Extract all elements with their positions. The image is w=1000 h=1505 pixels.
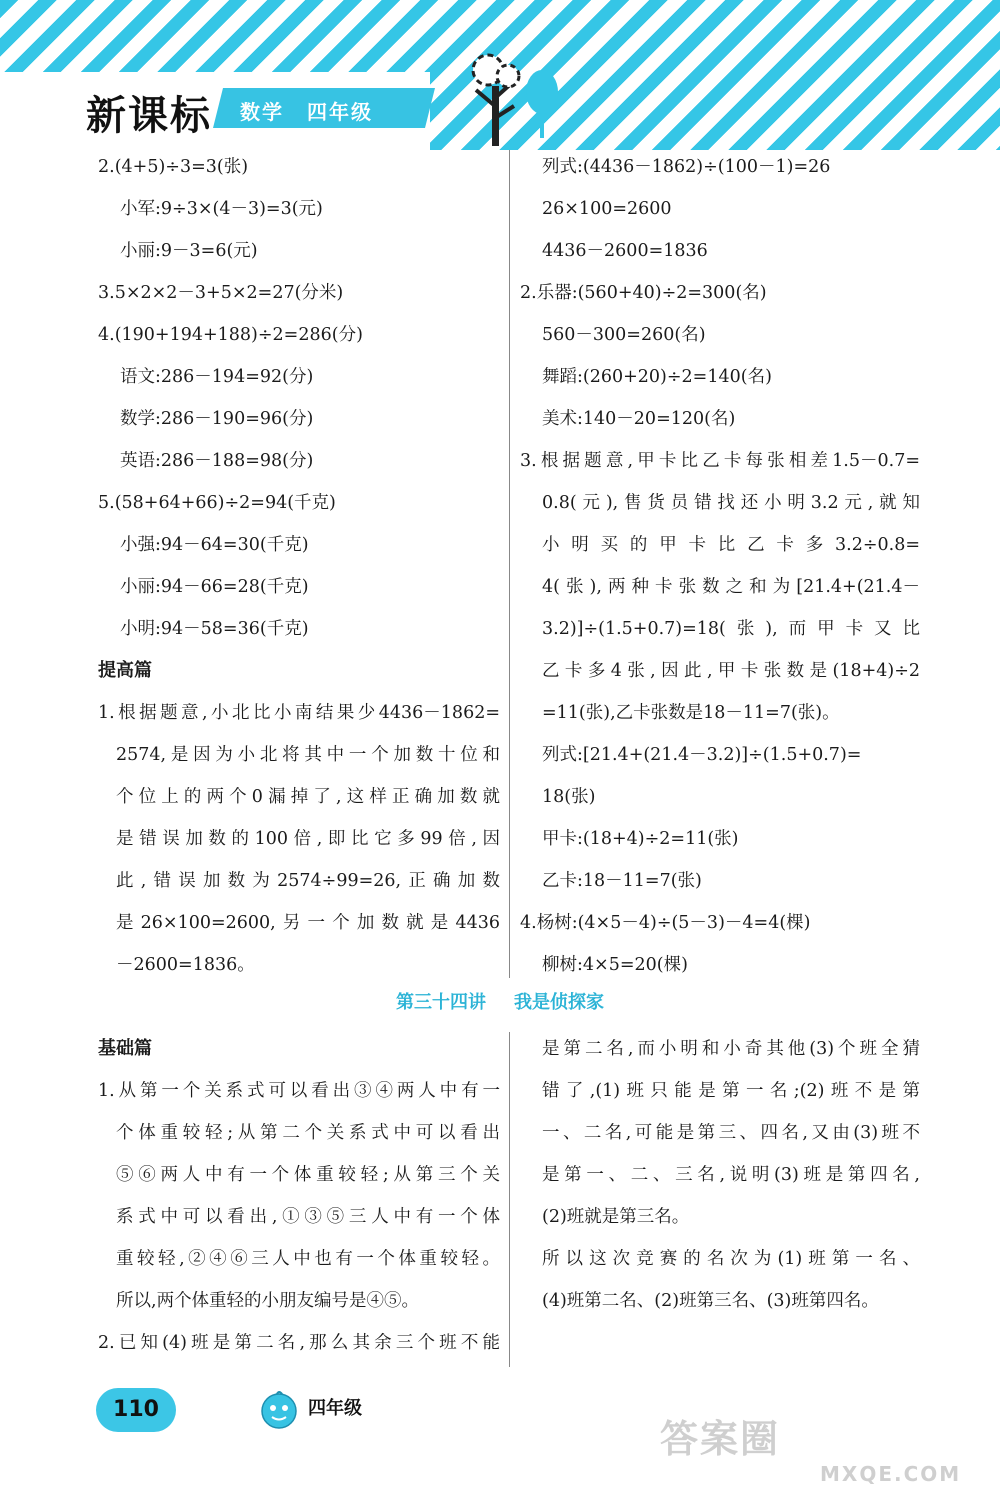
subject-name: 数学 <box>240 100 284 124</box>
text-line: 4(张),两种卡张数之和为[21.4+(21.4－ <box>542 577 920 597</box>
text-line: 个体重较轻;从第二个关系式中可以看出 <box>116 1123 500 1143</box>
text-line: (2)班就是第三名。 <box>542 1207 690 1227</box>
tree-icon <box>458 46 578 146</box>
text-line: ⑤⑥两人中有一个体重较轻;从第三个关 <box>116 1165 500 1185</box>
text-line: 小丽:94－66=28(千克) <box>120 577 309 597</box>
text-line: 小军:9÷3×(4－3)=3(元) <box>120 199 323 219</box>
text-line: 小丽:9－3=6(元) <box>120 241 258 261</box>
text-line: 系式中可以看出,①③⑤三人中有一个体 <box>116 1207 500 1227</box>
text-line: 是第一、二、三名,说明(3)班是第四名, <box>542 1165 920 1185</box>
upper-right-column <box>520 146 920 986</box>
watermark-logo: 答案圈 <box>660 1417 781 1461</box>
text-line: 是26×100=2600,另一个加数就是4436 <box>116 913 500 933</box>
text-line: 是第二名,而小明和小奇其他(3)个班全猜 <box>542 1039 920 1059</box>
page-number: 110 <box>113 1397 159 1422</box>
section-title <box>0 982 1000 1024</box>
text-line: 所以这次竞赛的名次为(1)班第一名、 <box>542 1249 920 1269</box>
text-line: 4.(190+194+188)÷2=286(分) <box>98 325 363 345</box>
text-line: 2.已知(4)班是第二名,那么其余三个班不能 <box>98 1333 500 1353</box>
text-line: 列式:[21.4+(21.4－3.2)]÷(1.5+0.7)= <box>542 745 862 765</box>
text-line: 5.(58+64+66)÷2=94(千克) <box>98 493 336 513</box>
text-line: 数学:286－190=96(分) <box>120 409 314 429</box>
text-line: 3.5×2×2－3+5×2=27(分米) <box>98 283 344 303</box>
lecture-number: 第三十四讲 <box>396 992 486 1013</box>
text-line: 18(张) <box>542 787 596 807</box>
text-line: 2.乐器:(560+40)÷2=300(名) <box>520 283 767 303</box>
text-line: －2600=1836。 <box>116 955 255 975</box>
text-line: 560－300=260(名) <box>542 325 706 345</box>
text-line: 小强:94－64=30(千克) <box>120 535 309 555</box>
text-line: (4)班第二名、(2)班第三名、(3)班第四名。 <box>542 1291 879 1311</box>
text-line: 此,错误加数为2574÷99=26,正确加数 <box>116 871 500 891</box>
text-line: 1.根据题意,小北比小南结果少4436－1862= <box>98 703 500 723</box>
text-line: 个位上的两个0漏掉了,这样正确加数就 <box>116 787 500 807</box>
text-line: 乙卡多4张,因此,甲卡张数是(18+4)÷2 <box>542 661 920 681</box>
upper-left-column <box>98 146 500 986</box>
text-line: 是错误加数的100倍,即比它多99倍,因 <box>116 829 500 849</box>
mascot-icon <box>258 1388 300 1430</box>
text-line: 重较轻,②④⑥三人中也有一个体重较轻。 <box>116 1249 500 1269</box>
text-line: 柳树:4×5=20(棵) <box>542 955 688 975</box>
column-divider <box>509 150 510 978</box>
text-line: 0.8(元),售货员错找还小明3.2元,就知 <box>542 493 920 513</box>
text-line: 所以,两个体重轻的小朋友编号是④⑤。 <box>116 1291 420 1311</box>
text-line: =11(张),乙卡张数是18－11=7(张)。 <box>542 703 840 723</box>
footer-grade: 四年级 <box>308 1398 362 1419</box>
text-line: 甲卡:(18+4)÷2=11(张) <box>542 829 739 849</box>
text-line: 2.(4+5)÷3=3(张) <box>98 157 249 177</box>
brand-title: 新课标 <box>86 93 212 139</box>
subsection-heading: 提高篇 <box>98 660 152 681</box>
text-line: 一、二名,可能是第三、四名,又由(3)班不 <box>542 1123 920 1143</box>
subsection-heading: 基础篇 <box>98 1038 152 1059</box>
text-line: 小明买的甲卡比乙卡多3.2÷0.8= <box>542 535 920 555</box>
column-divider <box>509 1032 510 1367</box>
text-line: 1.从第一个关系式可以看出③④两人中有一 <box>98 1081 500 1101</box>
text-line: 乙卡:18－11=7(张) <box>542 871 702 891</box>
text-line: 26×100=2600 <box>542 199 672 219</box>
text-line: 错了,(1)班只能是第一名;(2)班不是第 <box>542 1081 920 1101</box>
text-line: 2574,是因为小北将其中一个加数十位和 <box>116 745 500 765</box>
text-line: 3.根据题意,甲卡比乙卡每张相差1.5－0.7= <box>520 451 920 471</box>
lower-left-column <box>98 1028 500 1364</box>
text-line: 舞蹈:(260+20)÷2=140(名) <box>542 367 772 387</box>
text-line: 美术:140－20=120(名) <box>542 409 736 429</box>
grade-name: 四年级 <box>306 100 373 124</box>
watermark-url: MXQE.COM <box>820 1462 962 1486</box>
text-line: 4436－2600=1836 <box>542 241 708 261</box>
text-line: 语文:286－194=92(分) <box>120 367 314 387</box>
text-line: 英语:286－188=98(分) <box>120 451 314 471</box>
text-line: 列式:(4436－1862)÷(100－1)=26 <box>542 157 831 177</box>
lecture-topic: 我是侦探家 <box>514 992 604 1013</box>
text-line: 小明:94－58=36(千克) <box>120 619 309 639</box>
text-line: 3.2)]÷(1.5+0.7)=18(张),而甲卡又比 <box>542 619 920 639</box>
header-banner <box>0 0 1000 150</box>
subject-label <box>240 96 373 125</box>
text-line: 4.杨树:(4×5－4)÷(5－3)－4=4(棵) <box>520 913 811 933</box>
lower-right-column <box>520 1028 920 1322</box>
